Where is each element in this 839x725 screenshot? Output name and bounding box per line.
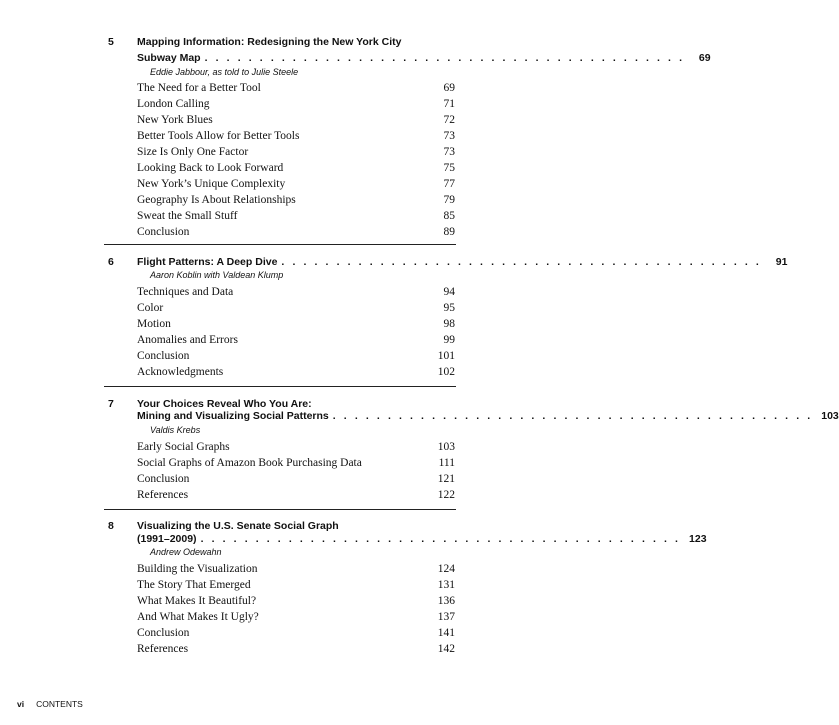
toc-entry[interactable] <box>137 80 455 96</box>
entry-page: 124 <box>437 563 455 575</box>
entry-page: 101 <box>437 350 455 362</box>
toc-entry[interactable] <box>137 208 455 224</box>
entry-title: Early Social Graphs <box>137 441 230 453</box>
chapter-page-number: 123 <box>689 533 707 545</box>
toc-entry[interactable] <box>137 577 455 593</box>
entry-title: Conclusion <box>137 473 190 485</box>
chapter-author: Aaron Koblin with Valdean Klump <box>150 270 284 280</box>
entry-page: 73 <box>443 130 455 142</box>
page-footer <box>17 698 83 710</box>
entry-title: What Makes It Beautiful? <box>137 595 257 607</box>
entry-title: Motion <box>137 318 171 330</box>
entry-title: The Story That Emerged <box>137 579 251 591</box>
toc-entry[interactable] <box>137 609 455 625</box>
entry-page: 137 <box>437 611 455 623</box>
running-head: CONTENTS <box>36 699 83 709</box>
entry-title: New York Blues <box>137 114 213 126</box>
section-divider <box>104 386 456 387</box>
entry-page: 75 <box>443 162 455 174</box>
entry-page: 99 <box>443 334 455 346</box>
dot-leader: . . . . . . . . . . . . . . . . . . . . . . . . . . . . . . . . . . . . . . . . . . . . <box>332 410 813 422</box>
chapter-page-number: 69 <box>698 52 711 64</box>
entry-title: Sweat the Small Stuff <box>137 210 238 222</box>
chapter-author: Andrew Odewahn <box>150 547 222 557</box>
entry-page: 73 <box>443 146 455 158</box>
entry-title: Social Graphs of Amazon Book Purchasing Data <box>137 457 362 469</box>
chapter-page-number: 103 <box>821 410 839 422</box>
entry-title: New York’s Unique Complexity <box>137 178 286 190</box>
toc-entry[interactable] <box>137 144 455 160</box>
entry-title: References <box>137 643 189 655</box>
toc-entry[interactable] <box>137 455 455 471</box>
toc-entry[interactable] <box>137 300 455 316</box>
section-divider <box>104 244 456 245</box>
entry-page: 121 <box>437 473 455 485</box>
toc-entry[interactable] <box>137 176 455 192</box>
chapter-title-line <box>137 408 839 424</box>
entry-title: Conclusion <box>137 350 190 362</box>
toc-entry[interactable] <box>137 625 455 641</box>
entry-page: 98 <box>443 318 455 330</box>
entry-page: 69 <box>443 82 455 94</box>
toc-entry[interactable] <box>137 284 455 300</box>
entry-title: Acknowledgments <box>137 366 224 378</box>
toc-entry[interactable] <box>137 192 455 208</box>
entry-page: 85 <box>443 210 455 222</box>
chapter-author: Eddie Jabbour, as told to Julie Steele <box>150 67 299 77</box>
chapter-page-number: 91 <box>775 256 788 268</box>
entry-title: London Calling <box>137 98 210 110</box>
chapter-title-text: (1991–2009) <box>137 533 197 545</box>
entry-title: Better Tools Allow for Better Tools <box>137 130 300 142</box>
chapter-title-text: Visualizing the U.S. Senate Social Graph <box>137 520 339 532</box>
entry-title: The Need for a Better Tool <box>137 82 261 94</box>
toc-entry[interactable] <box>137 332 455 348</box>
entry-title: Size Is Only One Factor <box>137 146 249 158</box>
entry-title: Conclusion <box>137 627 190 639</box>
section-divider <box>104 509 456 510</box>
entry-page: 89 <box>443 226 455 238</box>
entry-title: Looking Back to Look Forward <box>137 162 284 174</box>
toc-entry[interactable] <box>137 112 455 128</box>
chapter-title-text: Mapping Information: Redesigning the New York City <box>137 36 402 48</box>
chapter-number: 7 <box>108 398 114 410</box>
entry-page: 79 <box>443 194 455 206</box>
toc-entry[interactable] <box>137 439 455 455</box>
entry-page: 102 <box>437 366 455 378</box>
entry-title: Color <box>137 302 164 314</box>
toc-entry[interactable] <box>137 641 455 657</box>
chapter-author: Valdis Krebs <box>150 425 201 435</box>
toc-entry[interactable] <box>137 128 455 144</box>
entry-page: 95 <box>443 302 455 314</box>
entry-page: 142 <box>437 643 455 655</box>
entry-title: Techniques and Data <box>137 286 234 298</box>
entry-title: And What Makes It Ugly? <box>137 611 259 623</box>
entry-page: 77 <box>443 178 455 190</box>
entry-page: 122 <box>437 489 455 501</box>
entry-title: Conclusion <box>137 226 190 238</box>
chapter-title-text: Subway Map <box>137 52 201 64</box>
toc-entry[interactable] <box>137 471 455 487</box>
toc-entry[interactable] <box>137 561 455 577</box>
dot-leader: . . . . . . . . . . . . . . . . . . . . . . . . . . . . . . . . . . . . . . . . . . . . <box>281 256 762 268</box>
entry-title: Geography Is About Relationships <box>137 194 296 206</box>
entry-page: 131 <box>437 579 455 591</box>
entry-title: Building the Visualization <box>137 563 258 575</box>
chapter-title-line <box>137 254 788 270</box>
toc-entry[interactable] <box>137 364 455 380</box>
entry-page: 94 <box>443 286 455 298</box>
toc-entry[interactable] <box>137 96 455 112</box>
toc-entry[interactable] <box>137 487 455 503</box>
chapter-number: 6 <box>108 256 114 268</box>
entry-title: References <box>137 489 189 501</box>
entry-page: 111 <box>438 457 455 469</box>
folio: vi <box>17 699 25 709</box>
toc-entry[interactable] <box>137 316 455 332</box>
dot-leader: . . . . . . . . . . . . . . . . . . . . . . . . . . . . . . . . . . . . . . . . . . . . <box>204 52 685 64</box>
toc-entry[interactable] <box>137 160 455 176</box>
chapter-title-text: Flight Patterns: A Deep Dive <box>137 256 278 268</box>
entry-title: Anomalies and Errors <box>137 334 238 346</box>
entry-page: 136 <box>437 595 455 607</box>
entry-page: 103 <box>437 441 455 453</box>
chapter-number: 5 <box>108 36 114 48</box>
toc-entry[interactable] <box>137 224 455 240</box>
entry-page: 71 <box>443 98 455 110</box>
chapter-title-line <box>137 34 455 50</box>
entry-page: 141 <box>437 627 455 639</box>
chapter-title-line <box>137 50 711 66</box>
toc-entry[interactable] <box>137 348 455 364</box>
entry-page: 72 <box>443 114 455 126</box>
chapter-number: 8 <box>108 520 114 532</box>
chapter-title-line <box>137 531 707 547</box>
chapter-title-text: Mining and Visualizing Social Patterns <box>137 410 329 422</box>
chapter-title-text: Your Choices Reveal Who You Are: <box>137 398 312 410</box>
toc-entry[interactable] <box>137 593 455 609</box>
dot-leader: . . . . . . . . . . . . . . . . . . . . . . . . . . . . . . . . . . . . . . . . . . . . <box>200 533 681 545</box>
